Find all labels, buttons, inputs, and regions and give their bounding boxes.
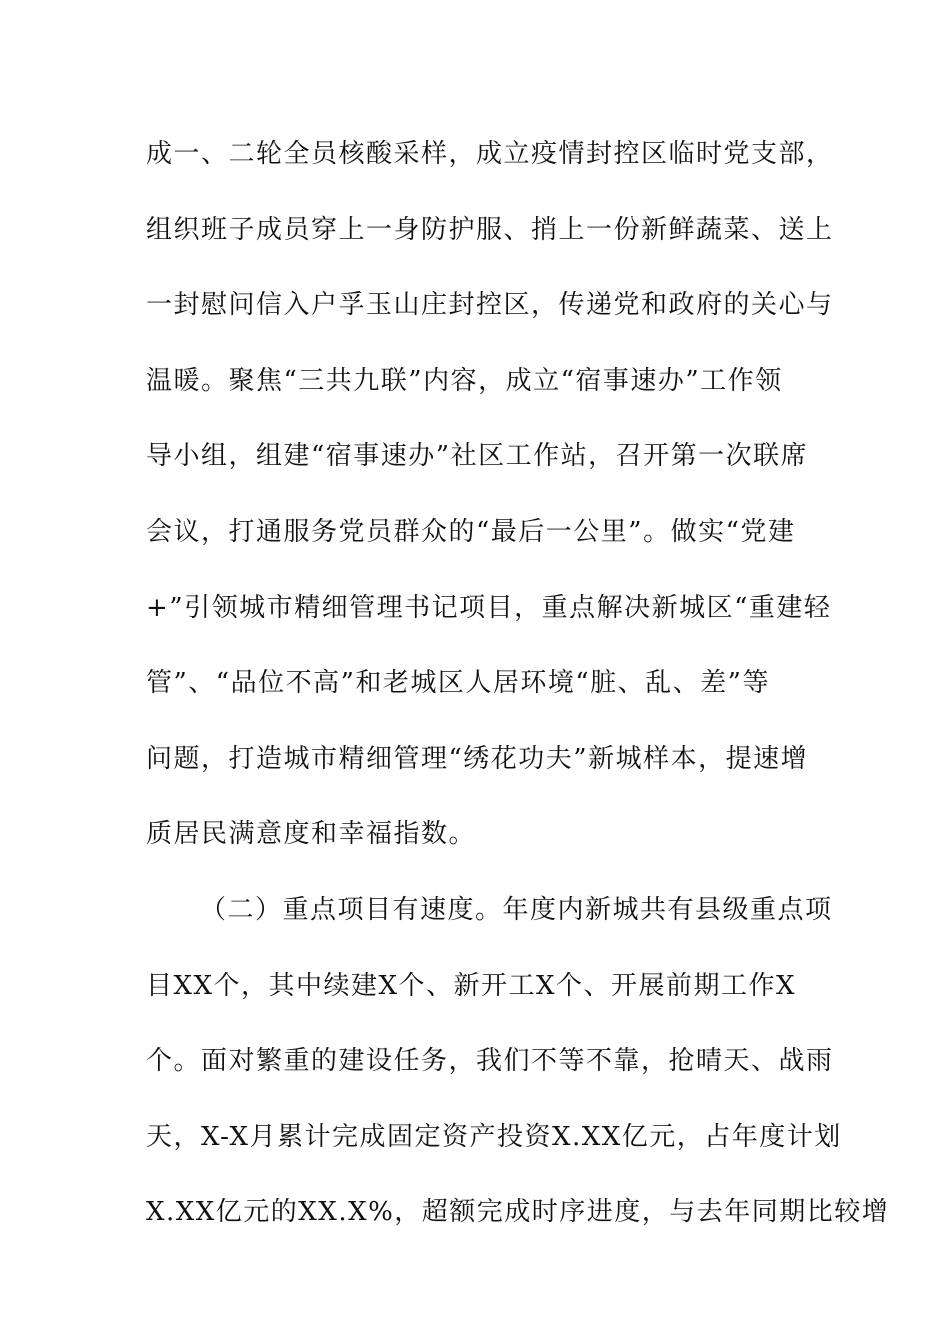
text-line: 质居民满意度和幸福指数。	[146, 819, 477, 850]
text-line: +”引领城市精细管理书记项目，重点解决新城区“重建轻	[146, 592, 832, 623]
text-line: 组织班子成员穿上一身防护服、捎上一份新鲜蔬菜、送上	[146, 214, 834, 245]
section-heading-line: （二）重点项目有速度。年度内新城共有县级重点项	[200, 894, 833, 925]
text-line: X.XX亿元的XX.X%，超额完成时序进度，与去年同期比较增	[146, 1197, 890, 1228]
document-body	[146, 130, 890, 1264]
text-line: 会议，打通服务党员群众的“最后一公里”。做实“党建	[146, 516, 796, 547]
text-line: 管”、“品位不高”和老城区人居环境“脏、乱、差”等	[146, 668, 770, 699]
text-line: 天，X-X月累计完成固定资产投资X.XX亿元，占年度计划	[146, 1121, 842, 1152]
text-line: 温暖。聚焦“三共九联”内容，成立“宿事速办”工作领	[146, 365, 783, 396]
text-line: 个。面对繁重的建设任务，我们不等不靠，抢晴天、战雨	[146, 1046, 834, 1077]
text-line: 目XX个，其中续建X个、新开工X个、开展前期工作X	[146, 970, 797, 1001]
text-line: 成一、二轮全员核酸采样，成立疫情封控区临时党支部，	[146, 139, 834, 169]
text-line: 问题，打造城市精细管理“绣花功夫”新城样本，提速增	[146, 743, 809, 774]
text-line: 导小组，组建“宿事速办”社区工作站，召开第一次联席	[146, 441, 809, 472]
text-line: 一封慰问信入户孚玉山庄封控区，传递党和政府的关心与	[146, 290, 834, 321]
